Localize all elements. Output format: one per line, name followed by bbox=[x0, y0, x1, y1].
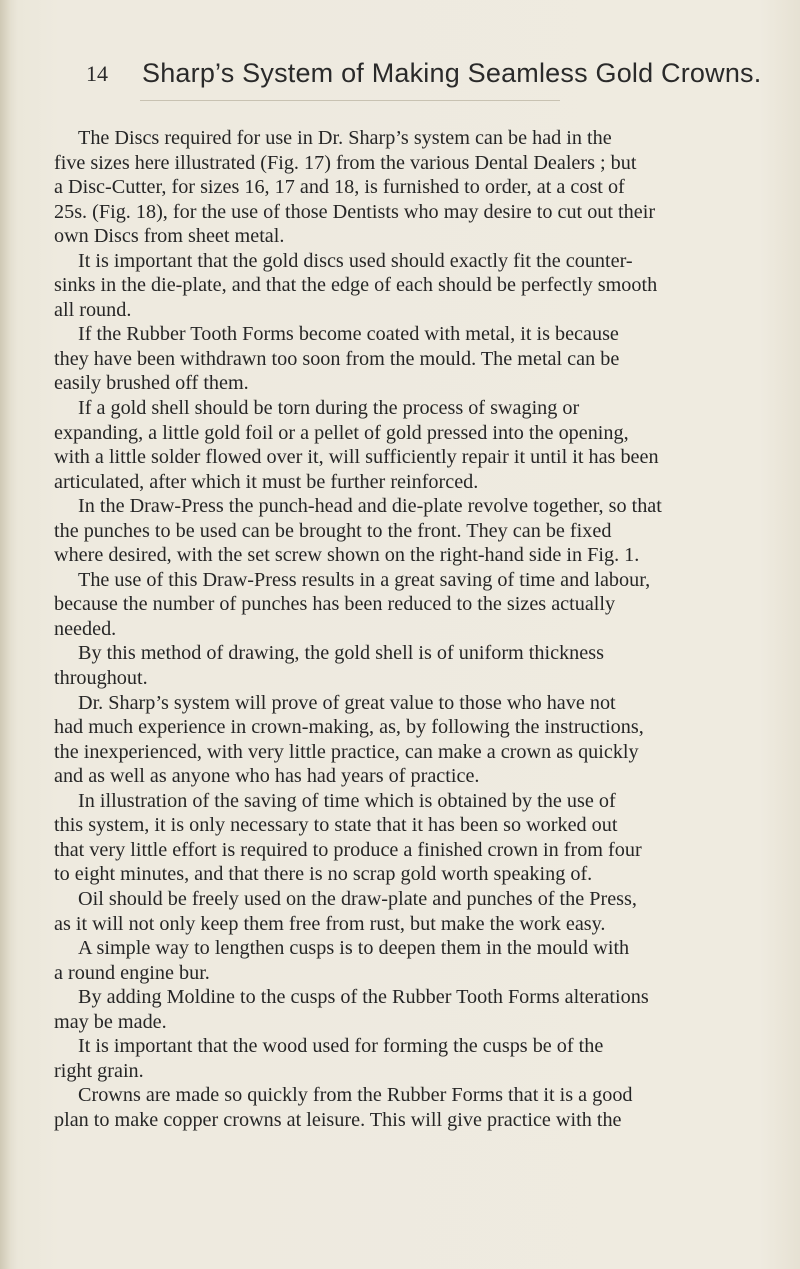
text-line: the inexperienced, with very little practice, can make a crown as quickly bbox=[54, 740, 639, 763]
text-line: they have been withdrawn too soon from the mould. The metal can be bbox=[54, 347, 620, 370]
text-line: right grain. bbox=[54, 1059, 144, 1082]
page-header bbox=[86, 48, 766, 98]
text-line: The use of this Draw-Press results in a great saving of time and labour, bbox=[78, 568, 651, 591]
text-line: a Disc-Cutter, for sizes 16, 17 and 18, is furnished to order, at a cost of bbox=[54, 176, 625, 199]
page-number: 14 bbox=[86, 61, 108, 86]
text-line: articulated, after which it must be further reinforced. bbox=[54, 470, 479, 493]
text-line: 25s. (Fig. 18), for the use of those Dentists who may desire to cut out their bbox=[54, 200, 656, 223]
text-line: In the Draw-Press the punch-head and die-plate revolve together, so that bbox=[78, 495, 662, 518]
page-gutter bbox=[0, 0, 10, 1269]
text-line: the punches to be used can be brought to the front. They can be fixed bbox=[54, 519, 612, 542]
text-line: this system, it is only necessary to state that it has been so worked out bbox=[54, 814, 618, 837]
text-line: It is important that the gold discs used should exactly fit the counter- bbox=[78, 249, 633, 272]
text-line: a round engine bur. bbox=[54, 961, 210, 984]
text-line: The Discs required for use in Dr. Sharp’s system can be had in the bbox=[78, 127, 612, 149]
text-line: By adding Moldine to the cusps of the Rubber Tooth Forms alterations bbox=[78, 986, 649, 1009]
text-line: to eight minutes, and that there is no scrap gold worth speaking of. bbox=[54, 863, 593, 886]
text-line: all round. bbox=[54, 298, 132, 321]
text-line: expanding, a little gold foil or a pellet of gold pressed into the opening, bbox=[54, 421, 629, 444]
body-text bbox=[54, 126, 790, 1132]
text-line: A simple way to lengthen cusps is to deepen them in the mould with bbox=[78, 937, 630, 960]
text-line: needed. bbox=[54, 617, 117, 640]
text-line: that very little effort is required to produce a finished crown in from four bbox=[54, 838, 642, 861]
text-line: In illustration of the saving of time which is obtained by the use of bbox=[78, 789, 616, 812]
text-line: Oil should be freely used on the draw-plate and punches of the Press, bbox=[78, 887, 637, 910]
text-line: easily brushed off them. bbox=[54, 372, 249, 395]
header-rule bbox=[140, 100, 560, 101]
text-line: If a gold shell should be torn during the process of swaging or bbox=[78, 397, 580, 420]
text-line: with a little solder flowed over it, will sufficiently repair it until it has been bbox=[54, 446, 659, 469]
text-line: where desired, with the set screw shown on the right-hand side in Fig. 1. bbox=[54, 544, 640, 567]
running-title: Sharp’s System of Making Seamless Gold Crowns. bbox=[142, 58, 762, 88]
text-line: had much experience in crown-making, as, by following the instructions, bbox=[54, 716, 644, 739]
text-line: It is important that the wood used for forming the cusps be of the bbox=[78, 1035, 604, 1058]
text-line: Dr. Sharp’s system will prove of great value to those who have not bbox=[78, 691, 616, 714]
text-line: plan to make copper crowns at leisure. This will give practice with the bbox=[54, 1108, 622, 1131]
text-line: Crowns are made so quickly from the Rubber Forms that it is a good bbox=[78, 1084, 633, 1107]
text-line: By this method of drawing, the gold shell is of uniform thickness bbox=[78, 642, 604, 665]
text-line: own Discs from sheet metal. bbox=[54, 225, 285, 248]
text-line: If the Rubber Tooth Forms become coated with metal, it is because bbox=[78, 323, 619, 346]
text-line: sinks in the die-plate, and that the edge of each should be perfectly smooth bbox=[54, 274, 658, 297]
text-line: as it will not only keep them free from rust, but make the work easy. bbox=[54, 912, 606, 935]
text-line: may be made. bbox=[54, 1010, 167, 1033]
text-line: because the number of punches has been reduced to the sizes actually bbox=[54, 593, 616, 616]
text-line: and as well as anyone who has had years of practice. bbox=[54, 765, 480, 788]
text-line: five sizes here illustrated (Fig. 17) from the various Dental Dealers ; but bbox=[54, 151, 637, 174]
text-line: throughout. bbox=[54, 667, 148, 690]
